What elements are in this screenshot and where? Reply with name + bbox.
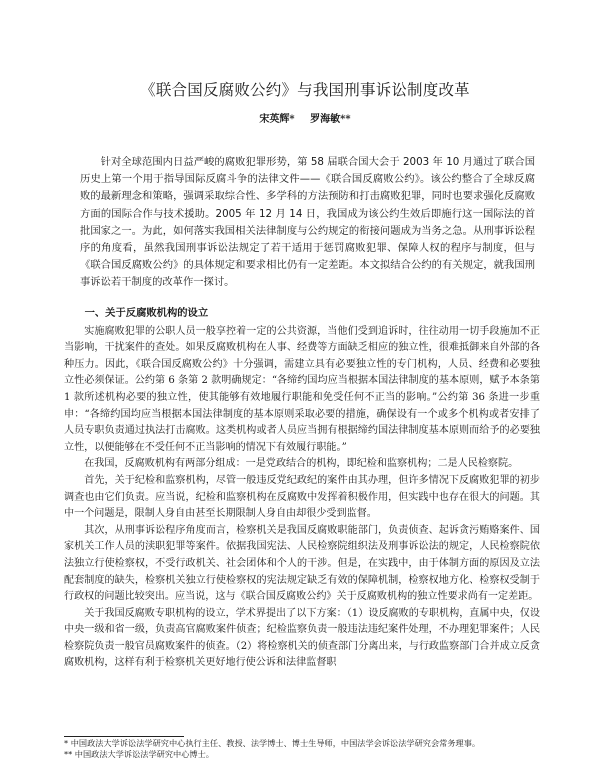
author-line xyxy=(60,110,550,125)
abstract: 针对全球范围内日益严峻的腐败犯罪形势，第 58 届联合国大会于 2003 年 10 月通过了联合国历史上第一个用于指导国际反腐斗争的法律文件——《联合国反腐败公约》。该公约整合了全球反腐败的最新理念和策略，强调采取综合性、多学科的方法预防和打击腐败犯罪，同时也要求强化反腐败方面的国际合作与技术援助。2005 年 12 月 14 日，我国成为该公约生效后即施行这一国际法的首批国家之一。为此，如何落实我国相关法律制度与公约规定的衔接问题成为当务之急。从刑事诉讼程序的角度看，虽然我国刑事诉讼法规定了若干适用于惩罚腐败犯罪、保障人权的程序与制度，但与《联合国反腐败公约》的具体规定和要求相比仍有一定差距。本文拟结合公约的有关规定，就我国刑事诉讼若干制度的改革作一探讨。 xyxy=(80,156,535,289)
paragraph: 实施腐败犯罪的公职人员一般享控着一定的公共资源，当他们受到追诉时，往往动用一切手段施加不正当影响，干扰案件的查处。如果反腐败机构在人事、经费等方面缺乏相应的独立性，很难抵御来自外部的各种压力。因此，《联合国反腐败公约》十分强调，需建立具有必要独立性的专门机构，人员、经费和必要独立性必须保证。公约第 6 条第 2 款明确规定：“各缔约国均应当根据本国法律制度的基本原则，赋予本条第 1 款所述机构必要的独立性，使其能够有效地履行职能和免受任何不正当的影响。”公约第 36 条进一步重申：“各缔约国均应当根据本国法律制度的基本原则采取必要的措施，确保设有一个或多个机构或者安排了人员专职负责通过执法打击腐败。这类机构或者人员应当拥有根据缔约国法律制度基本原则而给予的必要独立性，以便能够在不受任何不正当影响的情况下有效履行职能。” xyxy=(64,325,540,453)
body-text xyxy=(64,305,540,672)
author-name: 罗海敏** xyxy=(310,114,351,125)
footnote: * 中国政法大学诉讼法学研究中心执行主任、教授、法学博士、博士生导师，中国法学会诉讼法学研究会常务理事。 xyxy=(64,738,481,748)
footnotes xyxy=(64,738,544,760)
paragraph: 首先，关于纪检和监察机构，尽管一般违反党纪政纪的案件由其办理，但许多情况下反腐败犯罪的初步调查也由它们负责。应当说，纪检和监察机构在反腐败中发挥着积极作用，但实践中也存在很大的问题。其中一个问题是，限制人身自由甚至长期限制人身自由却很少受到监督。 xyxy=(64,474,540,520)
paragraph: 关于我国反腐败专职机构的设立，学术界提出了以下方案：（1）设反腐败的专职机构，直属中央，仅设中央一级和省一级，负责高官腐败案件侦查；纪检监察负责一般违法违纪案件处理，不办理犯罪案件；人民检察院负责一般官员腐败案件的侦查。（2）将检察机关的侦查部门分离出来，与行政监察部门合并成立反贪腐败机构，这样有利于检察机关更好地行使公诉和法律监督职 xyxy=(64,607,540,669)
section-heading: 一、关于反腐败机构的设立 xyxy=(84,307,209,319)
footnote: ** 中国政法大学诉讼法学研究中心博士。 xyxy=(64,749,214,759)
footnote-divider xyxy=(64,736,184,737)
paragraph: 其次，从刑事诉讼程序角度而言，检察机关是我国反腐败职能部门，负责侦查、起诉贪污贿赂案件、国家机关工作人员的渎职犯罪等案件。依据我国宪法、人民检察院组织法及刑事诉讼法的规定，人民检察院依法独立行使检察权，不受行政机关、社会团体和个人的干涉。但是，在实践中，由于体制方面的原因及立法配套制度的缺失，检察机关独立行使检察权的宪法规定缺乏有效的保障机制，检察权地方化、检察权受制于行政权的问题比较突出。应当说，这与《联合国反腐败公约》关于反腐败机构的独立性要求尚有一定差距。 xyxy=(64,524,540,603)
author-name: 宋英辉* xyxy=(259,114,295,125)
paper-title: 《联合国反腐败公约》与我国刑事诉讼制度改革 xyxy=(140,81,470,99)
paragraph: 在我国，反腐败机构有两部分组成：一是党政结合的机构，即纪检和监察机构；二是人民检察院。 xyxy=(84,458,519,470)
